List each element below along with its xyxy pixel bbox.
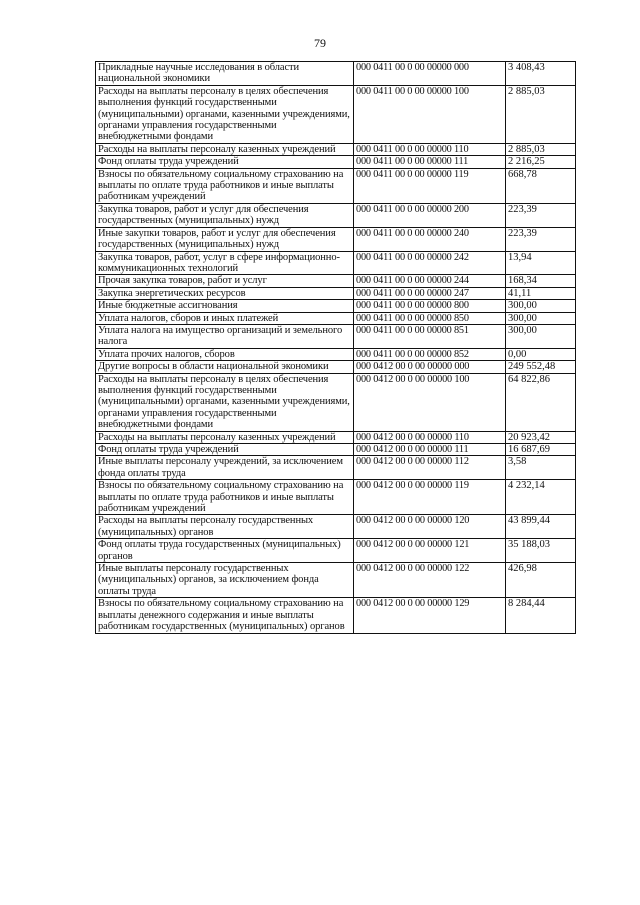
row-name: Фонд оплаты труда учреждений — [96, 156, 354, 168]
row-amount: 426,98 — [506, 563, 576, 598]
row-name: Расходы на выплаты персоналу государственных (муниципальных) органов — [96, 515, 354, 539]
page-number: 79 — [314, 36, 326, 50]
row-amount: 2 885,03 — [506, 143, 576, 155]
row-name: Закупка энергетических ресурсов — [96, 287, 354, 299]
row-amount: 223,39 — [506, 227, 576, 251]
budget-table-body — [96, 62, 576, 634]
row-name: Другие вопросы в области национальной экономики — [96, 361, 354, 373]
row-amount: 668,78 — [506, 168, 576, 203]
row-code: 000 0411 00 0 00 00000 244 — [354, 275, 506, 287]
row-amount: 13,94 — [506, 251, 576, 275]
row-code: 000 0412 00 0 00 00000 111 — [354, 444, 506, 456]
table-row — [96, 563, 576, 598]
row-amount: 300,00 — [506, 300, 576, 312]
row-code: 000 0412 00 0 00 00000 110 — [354, 431, 506, 443]
row-name: Взносы по обязательному социальному страхованию на выплаты по оплате труда работников и иные выплаты работникам учреждений — [96, 480, 354, 515]
row-name: Взносы по обязательному социальному страхованию на выплаты по оплате труда работников и иные выплаты работникам учреждений — [96, 168, 354, 203]
row-name: Иные выплаты персоналу государственных (муниципальных) органов, за исключением фонда оплаты труда — [96, 563, 354, 598]
row-name: Расходы на выплаты персоналу в целях обеспечения выполнения функций государственными (муниципальными) органами, казенными учреждениями, органами управления государственными внебюджетными фондами — [96, 373, 354, 431]
row-name: Иные выплаты персоналу учреждений, за исключением фонда оплаты труда — [96, 456, 354, 480]
row-amount: 168,34 — [506, 275, 576, 287]
table-row — [96, 300, 576, 312]
budget-table — [95, 61, 576, 634]
row-code: 000 0412 00 0 00 00000 119 — [354, 480, 506, 515]
row-amount: 249 552,48 — [506, 361, 576, 373]
row-code: 000 0411 00 0 00 00000 850 — [354, 312, 506, 324]
row-code: 000 0411 00 0 00 00000 119 — [354, 168, 506, 203]
row-code: 000 0412 00 0 00 00000 121 — [354, 539, 506, 563]
row-code: 000 0411 00 0 00 00000 852 — [354, 348, 506, 360]
table-row — [96, 431, 576, 443]
row-name: Расходы на выплаты персоналу казенных учреждений — [96, 431, 354, 443]
row-name: Фонд оплаты труда государственных (муниципальных) органов — [96, 539, 354, 563]
table-row — [96, 348, 576, 360]
row-code: 000 0411 00 0 00 00000 000 — [354, 62, 506, 86]
row-name: Фонд оплаты труда учреждений — [96, 444, 354, 456]
row-amount: 223,39 — [506, 203, 576, 227]
row-amount: 0,00 — [506, 348, 576, 360]
row-amount: 4 232,14 — [506, 480, 576, 515]
row-code: 000 0412 00 0 00 00000 129 — [354, 598, 506, 633]
table-row — [96, 62, 576, 86]
row-name: Расходы на выплаты персоналу казенных учреждений — [96, 143, 354, 155]
row-amount: 41,11 — [506, 287, 576, 299]
row-code: 000 0411 00 0 00 00000 800 — [354, 300, 506, 312]
row-name: Взносы по обязательному социальному страхованию на выплаты денежного содержания и иные выплаты работникам государственных (муниципальных) органов — [96, 598, 354, 633]
table-row — [96, 312, 576, 324]
table-row — [96, 227, 576, 251]
table-row — [96, 373, 576, 431]
row-code: 000 0412 00 0 00 00000 112 — [354, 456, 506, 480]
row-name: Уплата налогов, сборов и иных платежей — [96, 312, 354, 324]
row-code: 000 0411 00 0 00 00000 200 — [354, 203, 506, 227]
row-code: 000 0412 00 0 00 00000 120 — [354, 515, 506, 539]
row-name: Закупка товаров, работ и услуг для обеспечения государственных (муниципальных) нужд — [96, 203, 354, 227]
table-row — [96, 444, 576, 456]
row-name: Иные закупки товаров, работ и услуг для обеспечения государственных (муниципальных) нужд — [96, 227, 354, 251]
row-amount: 300,00 — [506, 324, 576, 348]
table-row — [96, 251, 576, 275]
row-amount: 300,00 — [506, 312, 576, 324]
row-name: Иные бюджетные ассигнования — [96, 300, 354, 312]
table-row — [96, 203, 576, 227]
table-row — [96, 361, 576, 373]
table-row — [96, 515, 576, 539]
row-code: 000 0411 00 0 00 00000 240 — [354, 227, 506, 251]
row-name: Уплата прочих налогов, сборов — [96, 348, 354, 360]
table-row — [96, 85, 576, 143]
table-row — [96, 324, 576, 348]
row-name: Закупка товаров, работ, услуг в сфере информационно-коммуникационных технологий — [96, 251, 354, 275]
row-amount: 3 408,43 — [506, 62, 576, 86]
row-code: 000 0411 00 0 00 00000 111 — [354, 156, 506, 168]
row-amount: 64 822,86 — [506, 373, 576, 431]
row-amount: 35 188,03 — [506, 539, 576, 563]
table-row — [96, 287, 576, 299]
row-name: Прочая закупка товаров, работ и услуг — [96, 275, 354, 287]
row-amount: 16 687,69 — [506, 444, 576, 456]
row-code: 000 0412 00 0 00 00000 000 — [354, 361, 506, 373]
row-code: 000 0412 00 0 00 00000 122 — [354, 563, 506, 598]
row-name: Уплата налога на имущество организаций и земельного налога — [96, 324, 354, 348]
row-amount: 8 284,44 — [506, 598, 576, 633]
row-code: 000 0411 00 0 00 00000 110 — [354, 143, 506, 155]
row-amount: 2 216,25 — [506, 156, 576, 168]
row-code: 000 0411 00 0 00 00000 100 — [354, 85, 506, 143]
table-row — [96, 480, 576, 515]
table-row — [96, 143, 576, 155]
row-name: Расходы на выплаты персоналу в целях обеспечения выполнения функций государственными (муниципальными) органами, казенными учреждениями, органами управления государственными внебюджетными фондами — [96, 85, 354, 143]
row-code: 000 0411 00 0 00 00000 242 — [354, 251, 506, 275]
table-row — [96, 539, 576, 563]
row-amount: 2 885,03 — [506, 85, 576, 143]
row-code: 000 0412 00 0 00 00000 100 — [354, 373, 506, 431]
table-row — [96, 156, 576, 168]
table-row — [96, 456, 576, 480]
table-row — [96, 275, 576, 287]
row-amount: 20 923,42 — [506, 431, 576, 443]
row-amount: 43 899,44 — [506, 515, 576, 539]
row-code: 000 0411 00 0 00 00000 851 — [354, 324, 506, 348]
row-code: 000 0411 00 0 00 00000 247 — [354, 287, 506, 299]
table-row — [96, 168, 576, 203]
table-row — [96, 598, 576, 633]
row-amount: 3,58 — [506, 456, 576, 480]
row-name: Прикладные научные исследования в области национальной экономики — [96, 62, 354, 86]
